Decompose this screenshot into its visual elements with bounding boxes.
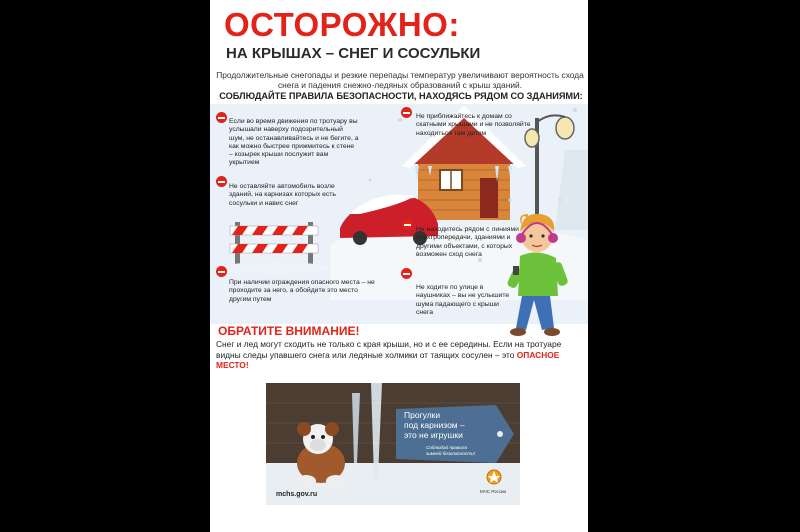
rule-pitched-roofs: Не приближайтесь к домам со скатными крышами и не позволяйте находиться там детям (416, 113, 531, 137)
tag-small-text (426, 445, 475, 456)
rule-headphones: Не ходите по улице в наушниках – вы не услышите шума падающего с крыши снега (416, 284, 510, 316)
prohibition-icon (216, 112, 227, 123)
attention-text (216, 339, 586, 371)
prohibition-icon (216, 266, 227, 277)
safety-poster (210, 0, 588, 532)
rule-power-lines: Не находитесь рядом с линиями электропередачи, зданиями и другими объектами, с которых возможен сход снега (416, 226, 519, 258)
rule-car-parking: Не оставляйте автомобиль возле зданий, на карнизах которых есть сосульки и навис снег (229, 183, 336, 207)
rule-stand-by-wall: Если во время движения по тротуару вы услышали наверху подозрительный шум, не останавливайтесь и не бегите, а как можно быстрее прижмитесь к стене – козырек крыши послужит вам укрытием (229, 118, 359, 167)
tag-line: под карнизом – (404, 420, 465, 430)
prohibition-icon (216, 176, 227, 187)
poster-title: ОСТОРОЖНО: (224, 6, 460, 43)
mchs-logo-text: МЧС России (480, 489, 507, 494)
prohibition-icon (401, 107, 412, 118)
tag-line: Прогулки (404, 410, 441, 420)
website-link[interactable]: mchs.gov.ru (276, 491, 318, 498)
teddy-bear-photo (266, 383, 520, 505)
barrier-illustration (219, 222, 329, 274)
tag-small-line: зимней безопасности! (426, 450, 475, 456)
prohibition-icon (401, 268, 412, 279)
tag-headline (404, 410, 465, 440)
rule-fenced-area: При наличии ограждения опасного места – не проходите за него, а обойдите это место другим путем (229, 279, 375, 303)
attention-title: ОБРАТИТЕ ВНИМАНИЕ! (218, 324, 360, 338)
mchs-emblem-icon (486, 469, 502, 487)
attention-body: Снег и лед могут сходить не только с края крыши, но и с ее середины. Если на тротуаре видны следы упавшего снега или ледяные холмики от таящих сосулен – это (216, 339, 562, 360)
intro-text: Продолжительные снегопады и резкие перепады температур увеличивают вероятность схода снега и падения снежно-ледяных образований с крыш зданий. (216, 70, 584, 90)
tag-line: это не игрушки (404, 430, 463, 440)
rules-heading: СОБЛЮДАЙТЕ ПРАВИЛА БЕЗОПАСНОСТИ, НАХОДЯСЬ РЯДОМ СО ЗДАНИЯМИ: (219, 91, 583, 101)
prohibition-icon (402, 219, 413, 230)
danger-place-label: ОПАСНОЕ МЕСТО! (216, 349, 560, 370)
tag-small-line: Соблюдай правила (426, 445, 468, 450)
poster-subtitle: НА КРЫШАХ – СНЕГ И СОСУЛЬКИ (226, 45, 481, 62)
